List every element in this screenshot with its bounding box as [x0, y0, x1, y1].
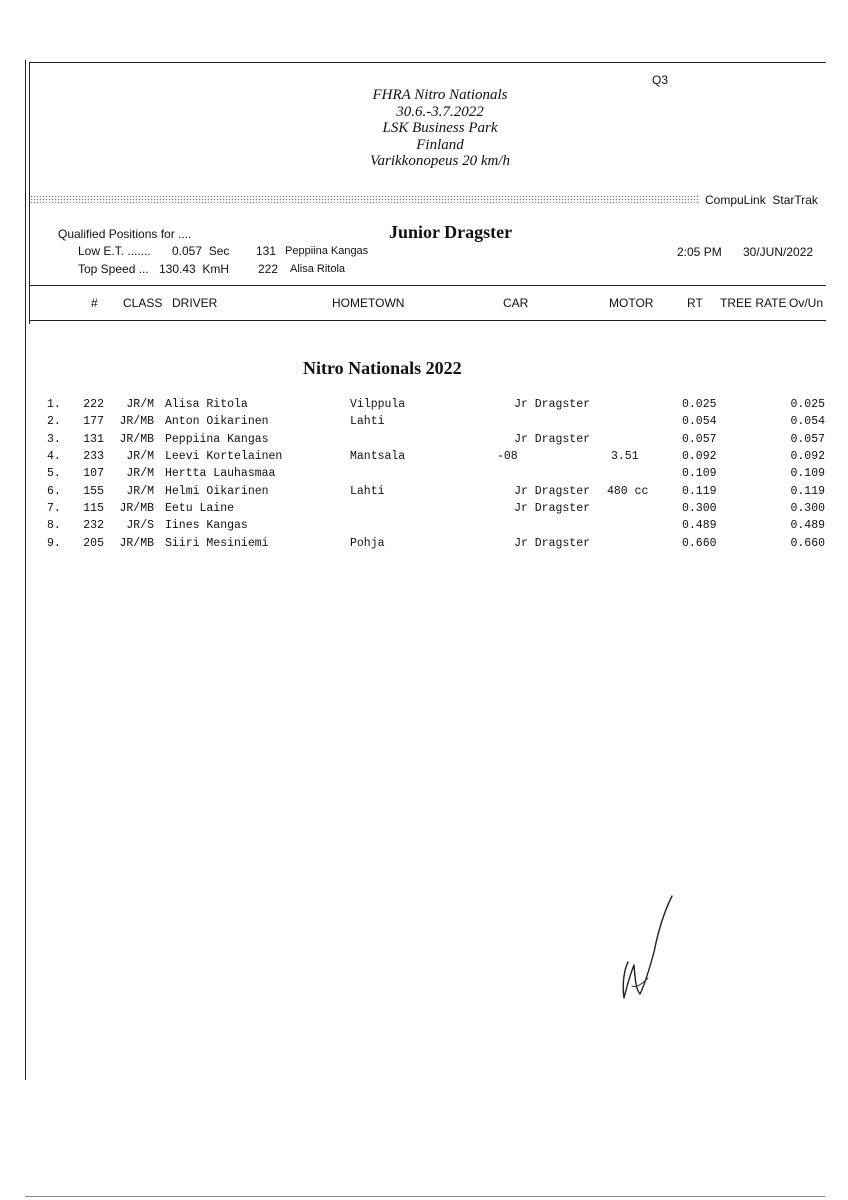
bottom-border	[25, 1196, 825, 1197]
row-driver: Peppiina Kangas	[165, 433, 269, 446]
vendor-label: CompuLink StarTrak	[705, 193, 818, 207]
row-car: Jr Dragster	[514, 537, 590, 550]
row-number: 107	[83, 467, 104, 480]
row-rt: 0.092	[682, 450, 717, 463]
row-number: 155	[83, 485, 104, 498]
top-speed-label: Top Speed ...	[78, 262, 149, 276]
table-row	[0, 467, 848, 484]
row-class: JR/MB	[119, 502, 154, 515]
row-driver: Hertta Lauhasmaa	[165, 467, 276, 480]
section-title: Nitro Nationals 2022	[303, 358, 462, 378]
row-number: 233	[83, 450, 104, 463]
report-date: 30/JUN/2022	[743, 245, 814, 259]
table-row	[0, 485, 848, 502]
row-car: -08	[497, 450, 518, 463]
row-class: JR/MB	[119, 433, 154, 446]
top-speed-value: 130.43 KmH	[159, 262, 230, 276]
header-rule-bottom	[29, 320, 826, 321]
row-driver: Eetu Laine	[165, 502, 235, 515]
row-driver: Iines Kangas	[165, 519, 248, 532]
row-rt: 0.300	[682, 502, 717, 515]
col-num: #	[91, 296, 98, 310]
col-class: CLASS	[123, 296, 163, 310]
col-ov-un: Ov/Un	[789, 296, 824, 310]
row-car: Jr Dragster	[514, 398, 590, 411]
row-rt: 0.025	[682, 398, 717, 411]
row-class: JR/M	[126, 450, 154, 463]
col-hometown: HOMETOWN	[332, 296, 405, 310]
top-speed-driver: Alisa Ritola	[290, 263, 346, 275]
row-ov-un: 0.489	[790, 519, 825, 532]
row-ov-un: 0.057	[790, 433, 825, 446]
event-title-block	[340, 87, 540, 170]
row-ov-un: 0.092	[790, 450, 825, 463]
row-position: 3.	[47, 433, 61, 446]
row-number: 177	[83, 415, 104, 428]
row-position: 4.	[47, 450, 61, 463]
row-hometown: Lahti	[350, 415, 385, 428]
table-row	[0, 519, 848, 536]
event-code: Q3	[652, 73, 669, 87]
col-tree-rate: TREE RATE	[720, 296, 787, 310]
row-number: 131	[83, 433, 104, 446]
row-motor: 480 cc	[607, 485, 649, 498]
row-rt: 0.054	[682, 415, 717, 428]
header-rule-top	[29, 285, 826, 286]
row-class: JR/M	[126, 398, 154, 411]
event-name: FHRA Nitro Nationals	[372, 87, 508, 103]
row-car: Jr Dragster	[514, 502, 590, 515]
table-row	[0, 415, 848, 432]
col-driver: DRIVER	[172, 296, 218, 310]
col-rt: RT	[687, 296, 703, 310]
row-rt: 0.660	[682, 537, 717, 550]
row-number: 205	[83, 537, 104, 550]
row-driver: Leevi Kortelainen	[165, 450, 283, 463]
event-pit-speed: Varikkonopeus 20 km/h	[370, 153, 510, 169]
event-dates: 30.6.-3.7.2022	[396, 103, 484, 120]
class-title: Junior Dragster	[389, 222, 513, 242]
qualified-label: Qualified Positions for ....	[58, 227, 192, 241]
row-hometown: Mantsala	[350, 450, 406, 463]
row-hometown: Vilppula	[350, 398, 406, 411]
row-class: JR/M	[126, 467, 154, 480]
row-ov-un: 0.025	[790, 398, 825, 411]
row-ov-un: 0.119	[790, 485, 825, 498]
row-position: 9.	[47, 537, 61, 550]
row-class: JR/S	[126, 519, 154, 532]
row-position: 1.	[47, 398, 61, 411]
col-motor: MOTOR	[609, 296, 654, 310]
column-headers	[0, 296, 848, 313]
row-driver: Alisa Ritola	[165, 398, 248, 411]
table-row	[0, 502, 848, 519]
row-class: JR/M	[126, 485, 154, 498]
table-row	[0, 398, 848, 415]
row-class: JR/MB	[119, 415, 154, 428]
row-driver: Helmi Oikarinen	[165, 485, 269, 498]
table-row	[0, 450, 848, 467]
top-speed-number: 222	[258, 262, 279, 276]
row-rt: 0.109	[682, 467, 717, 480]
row-position: 5.	[47, 467, 61, 480]
report-time: 2:05 PM	[677, 245, 722, 259]
row-rt: 0.057	[682, 433, 717, 446]
signature	[610, 890, 690, 1010]
row-number: 232	[83, 519, 104, 532]
table-row	[0, 433, 848, 450]
row-number: 222	[83, 398, 104, 411]
row-position: 8.	[47, 519, 61, 532]
row-position: 2.	[47, 415, 61, 428]
event-venue: LSK Business Park	[382, 120, 498, 136]
row-rt: 0.119	[682, 485, 717, 498]
low-et-number: 131	[256, 244, 277, 258]
left-border	[25, 60, 26, 1080]
row-ov-un: 0.660	[790, 537, 825, 550]
row-car: Jr Dragster	[514, 433, 590, 446]
row-position: 6.	[47, 485, 61, 498]
row-rt: 0.489	[682, 519, 717, 532]
row-number: 115	[83, 502, 104, 515]
low-et-label: Low E.T. .......	[78, 244, 151, 258]
table-row	[0, 537, 848, 554]
row-position: 7.	[47, 502, 61, 515]
row-motor: 3.51	[611, 450, 639, 463]
row-car: Jr Dragster	[514, 485, 590, 498]
row-hometown: Pohja	[350, 537, 385, 550]
low-et-value: 0.057 Sec	[172, 244, 230, 258]
row-driver: Siiri Mesiniemi	[165, 537, 269, 550]
low-et-driver: Peppiina Kangas	[285, 245, 369, 257]
event-country: Finland	[416, 136, 464, 153]
row-hometown: Lahti	[350, 485, 385, 498]
row-class: JR/MB	[119, 537, 154, 550]
dotted-separator	[30, 195, 700, 203]
col-car: CAR	[503, 296, 529, 310]
row-driver: Anton Oikarinen	[165, 415, 269, 428]
row-ov-un: 0.054	[790, 415, 825, 428]
row-ov-un: 0.109	[790, 467, 825, 480]
row-ov-un: 0.300	[790, 502, 825, 515]
top-border	[29, 62, 826, 63]
